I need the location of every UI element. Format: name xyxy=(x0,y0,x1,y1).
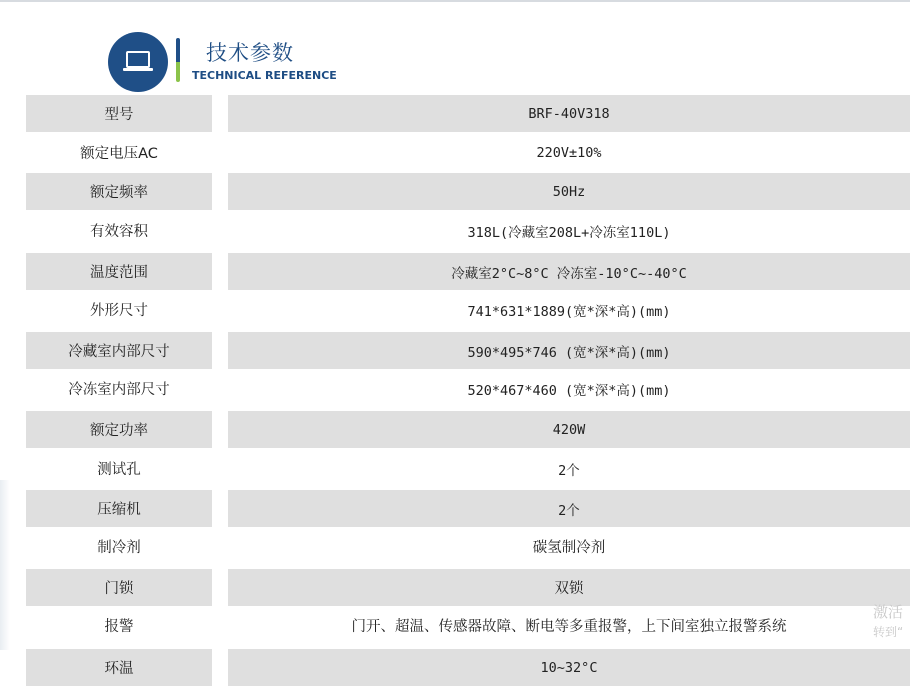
left-edge-decoration xyxy=(0,480,10,650)
spec-value: 741*631*1889(宽*深*高)(mm) xyxy=(467,303,671,320)
table-row xyxy=(26,291,910,332)
spec-value: 520*467*460 (宽*深*高)(mm) xyxy=(467,382,671,399)
spec-value: BRF-40V318 xyxy=(228,95,910,132)
table-row xyxy=(26,173,910,212)
section-title: 技术参数 xyxy=(206,41,294,65)
spec-label: 有效容积 xyxy=(90,224,148,240)
table-row xyxy=(26,607,910,649)
spec-label: 制冷剂 xyxy=(97,540,141,556)
spec-table xyxy=(26,95,910,687)
spec-value: 冷藏室2°C~8°C 冷冻室-10°C~-40°C xyxy=(228,253,910,290)
spec-value: 双锁 xyxy=(228,569,910,606)
activation-watermark xyxy=(873,602,903,642)
table-row xyxy=(26,450,910,490)
spec-value: 碳氢制冷剂 xyxy=(532,540,606,556)
spec-label: 报警 xyxy=(104,619,134,635)
table-row xyxy=(26,490,910,528)
top-divider xyxy=(0,0,910,2)
laptop-icon xyxy=(108,32,168,92)
table-row xyxy=(26,134,910,173)
spec-label: 冷冻室内部尺寸 xyxy=(68,382,170,398)
spec-label: 额定电压AC xyxy=(80,146,158,162)
spec-value: 2个 xyxy=(228,490,910,527)
spec-value: 590*495*746 (宽*深*高)(mm) xyxy=(228,332,910,369)
header-accent-bar xyxy=(176,38,180,82)
table-row xyxy=(26,212,910,253)
table-row xyxy=(26,649,910,687)
spec-value: 220V±10% xyxy=(536,144,602,161)
table-row xyxy=(26,370,910,411)
section-subtitle: TECHNICAL REFERENCE xyxy=(192,69,337,82)
spec-label: 型号 xyxy=(26,95,212,132)
spec-label: 额定频率 xyxy=(26,173,212,210)
table-row xyxy=(26,569,910,607)
spec-label: 压缩机 xyxy=(26,490,212,527)
table-row xyxy=(26,528,910,569)
spec-value: 2个 xyxy=(558,462,580,479)
spec-label: 环温 xyxy=(26,649,212,686)
table-row xyxy=(26,253,910,291)
table-row xyxy=(26,95,910,134)
section-header xyxy=(108,32,368,92)
spec-value: 10~32°C xyxy=(228,649,910,686)
spec-label: 门锁 xyxy=(26,569,212,606)
spec-value: 420W xyxy=(228,411,910,448)
table-row xyxy=(26,332,910,370)
spec-label: 温度范围 xyxy=(26,253,212,290)
spec-value: 门开、超温、传感器故障、断电等多重报警，上下间室独立报警系统 xyxy=(351,619,787,635)
spec-label: 测试孔 xyxy=(97,462,141,478)
spec-label: 额定功率 xyxy=(26,411,212,448)
watermark-line2: 转到“ xyxy=(873,625,904,639)
spec-value: 50Hz xyxy=(228,173,910,210)
spec-value: 318L(冷藏室208L+冷冻室110L) xyxy=(467,224,671,241)
spec-label: 冷藏室内部尺寸 xyxy=(26,332,212,369)
watermark-line1: 激活 xyxy=(873,603,904,621)
spec-label: 外形尺寸 xyxy=(90,303,148,319)
table-row xyxy=(26,411,910,450)
